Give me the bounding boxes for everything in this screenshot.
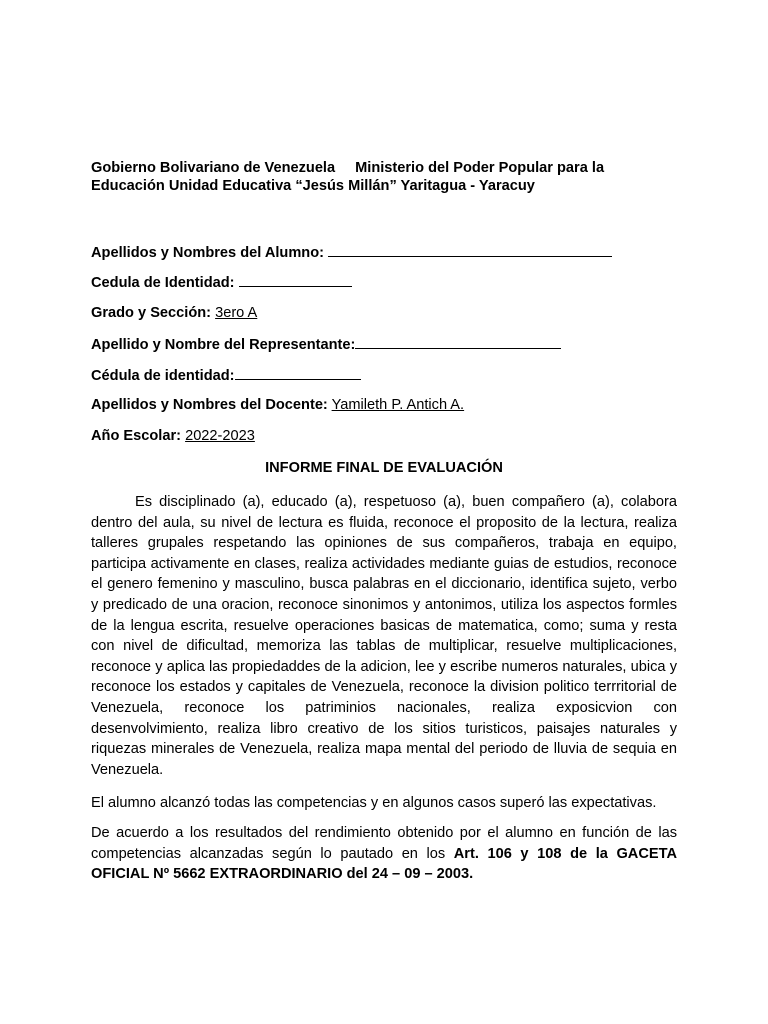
field-alumno-blank [328,243,612,257]
field-cedula2-label: Cédula de identidad: [91,368,235,384]
header-government: Gobierno Bolivariano de Venezuela [91,160,336,176]
field-docente-value: Yamileth P. Antich A. [331,397,465,413]
field-anio-value: 2022-2023 [185,428,255,444]
field-anio-label: Año Escolar: [91,428,182,444]
field-cedula2-blank [235,366,361,380]
field-representante-label: Apellido y Nombre del Representante: [91,337,356,353]
field-cedula-blank [239,273,352,287]
document-header [91,159,651,195]
header-ministry: Ministerio del Poder Popular para la [355,160,605,176]
field-docente [91,396,464,414]
field-grado [91,304,257,322]
field-representante [91,335,561,354]
field-cedula-label: Cedula de Identidad: [91,275,235,291]
field-grado-label: Grado y Sección: [91,305,212,321]
report-paragraph-3 [91,823,677,885]
field-alumno [91,243,612,262]
field-docente-label: Apellidos y Nombres del Docente: [91,397,328,413]
report-paragraph-3-text: De acuerdo a los resultados del rendimiento obtenido por el alumno en función de las competencias alcanzadas según lo pautado en los [91,825,677,862]
header-school: Educación Unidad Educativa “Jesús Millán” Yaritagua - Yaracuy [91,178,535,194]
field-cedula [91,273,352,292]
field-anio-escolar [91,427,255,445]
report-paragraph-3-legal-ref: Art. 106 y 108 de la GACETA OFICIAL Nº 5662 EXTRAORDINARIO del 24 – 09 – 2003. [91,845,677,883]
report-title: INFORME FINAL DE EVALUACIÓN [265,460,503,476]
report-paragraph-1: Es disciplinado (a), educado (a), respetuoso (a), buen compañero (a), colabora dentro del aula, su nivel de lectura es fluida, reconoce el proposito de la lectura, realiza talleres grupales respetando las opiniones de sus compañeros, trabaja en equipo, participa activamente en clases, realiza actividades mediante guias de estudios, reconoce el genero femenino y masculino, busca palabras en el diccionario, identifica sujeto, verbo y predicado de una oracion, reconoce sinonimos y antonimos, utiliza los aspectos formles de la lengua escrita, resuelve operaciones basicas de matematica, como; suma y resta con nivel de dificultad, memoriza las tablas de multiplicar, resuelve multiplicaciones, reconoce y aplica las propiedaddes de la adicion, lee y escribe numeros naturales, ubica y reconoce los estados y capitales de Venezuela, reconoce la division politico terrritorial de Venezuela, reconoce los patriminios nacionales, realiza exposicvion con desenvolvimiento, realiza libro creativo de los sitios turisticos, paisajes naturales y riquezas minerales de Venezuela, realiza mapa mental del periodo de lluvia de sequia en Venezuela. [91,494,677,778]
field-alumno-label: Apellidos y Nombres del Alumno: [91,245,324,261]
field-representante-blank [355,335,561,349]
field-grado-value: 3ero A [215,305,258,321]
report-paragraph-2: El alumno alcanzó todas las competencias y en algunos casos superó las expectativas. [91,795,657,811]
field-cedula-representante [91,366,361,385]
